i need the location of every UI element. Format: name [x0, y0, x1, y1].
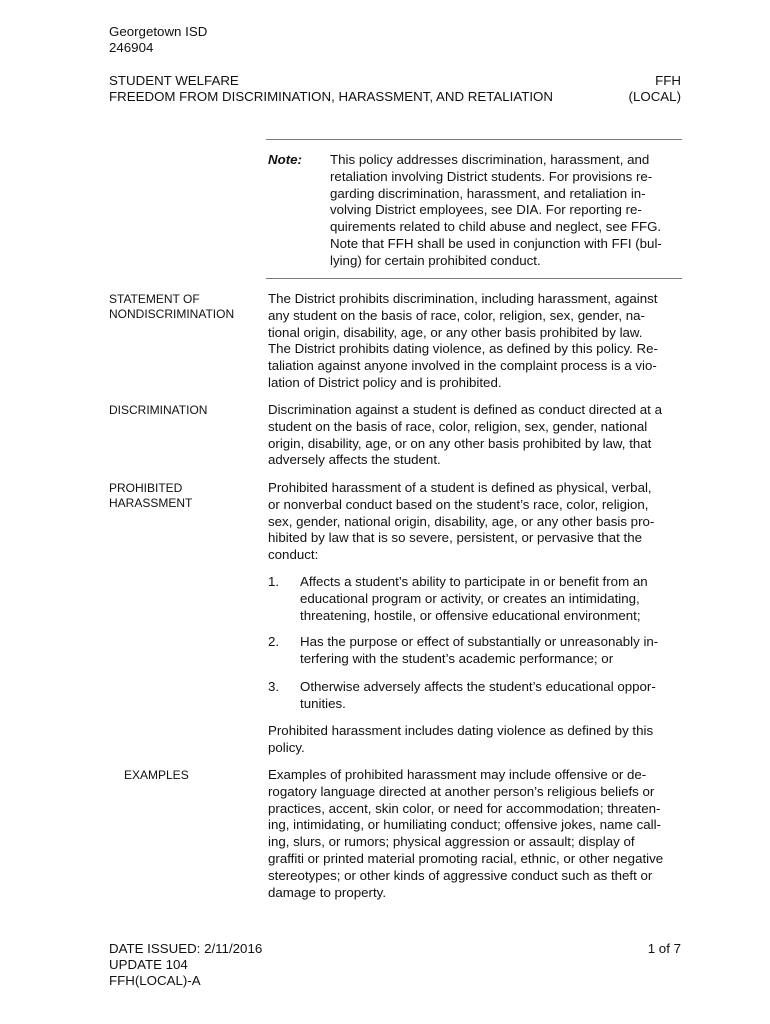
list-number: 2. — [268, 634, 280, 649]
harassment-item-3 — [268, 679, 684, 715]
note-top-rule — [266, 139, 682, 140]
note-label: Note: — [268, 152, 302, 167]
list-item-text: Otherwise adversely affects the student’s educational oppor- tunities. — [300, 679, 656, 711]
harassment-heading: PROHIBITED HARASSMENT — [109, 481, 193, 511]
footer-update: UPDATE 104 — [109, 957, 188, 972]
policy-type: (LOCAL) — [628, 89, 681, 104]
discrimination-heading: DISCRIMINATION — [109, 403, 208, 417]
district-number: 246904 — [109, 40, 154, 55]
list-number: 1. — [268, 574, 280, 589]
nondiscrimination-heading: STATEMENT OF NONDISCRIMINATION — [109, 292, 235, 322]
note-bottom-rule — [266, 278, 682, 279]
district-name: Georgetown ISD — [109, 24, 208, 39]
harassment-closing: Prohibited harassment includes dating violence as defined by this policy. — [268, 723, 654, 755]
page-number: 1 of 7 — [647, 941, 681, 956]
nondiscrimination-text: The District prohibits discrimination, including harassment, against any student on the basis of race, color, religion, sex, gender, na- tional origin, disability, age, or any other basis prohibited by law. The District prohibits dating violence, as defined by this policy. Re- taliation against anyone involved in the complaint process is a vio- lation of District policy and is prohibited. — [268, 291, 658, 390]
harassment-text: Prohibited harassment of a student is defined as physical, verbal, or nonverbal conduct based on the student’s race, color, religion, sex, gender, national origin, disability, age, or any other basis pro- hibited by law that is so severe, persistent, or pervasive that the conduct: — [268, 480, 655, 563]
section-title: STUDENT WELFARE — [109, 73, 239, 88]
footer-date-issued: DATE ISSUED: 2/11/2016 — [109, 941, 263, 956]
policy-code: FFH — [655, 73, 681, 88]
footer-policy-code: FFH(LOCAL)-A — [109, 973, 201, 988]
harassment-item-1 — [268, 574, 684, 626]
harassment-item-2 — [268, 634, 684, 670]
examples-text: Examples of prohibited harassment may include offensive or de- rogatory language directed at another person’s religious beliefs or practices, accent, skin color, or need for accommodation; threaten- ing, intimidating, or humiliating conduct; offensive jokes, name call- ing, slurs, or rumors; physical aggression or assault; display of graffiti or printed material promoting racial, ethnic, or other negative stereotypes; or other kinds of aggressive conduct such as theft or damage to property. — [268, 767, 664, 900]
list-item-text: Has the purpose or effect of substantially or unreasonably in- terfering with the student’s academic performance; or — [300, 634, 659, 666]
note-text: This policy addresses discrimination, harassment, and retaliation involving District students. For provisions re- garding discrimination, harassment, and retaliation in- volving District employees, see DIA. For reporting re- quirements related to child abuse and neglect, see FFG. Note that FFH shall be used in conjunction with FFI (bul- lying) for certain prohibited conduct. — [330, 152, 662, 268]
examples-heading: EXAMPLES — [124, 768, 189, 782]
list-number: 3. — [268, 679, 280, 694]
policy-title: FREEDOM FROM DISCRIMINATION, HARASSMENT, AND RETALIATION — [109, 89, 553, 104]
list-item-text: Affects a student’s ability to participate in or benefit from an educational program or activity, or creates an intimidating, threatening, hostile, or offensive educational environment; — [300, 574, 648, 623]
discrimination-text: Discrimination against a student is defined as conduct directed at a student on the basis of race, color, religion, sex, gender, national origin, disability, age, or on any other basis prohibited by law, that adversely affects the student. — [268, 402, 662, 468]
